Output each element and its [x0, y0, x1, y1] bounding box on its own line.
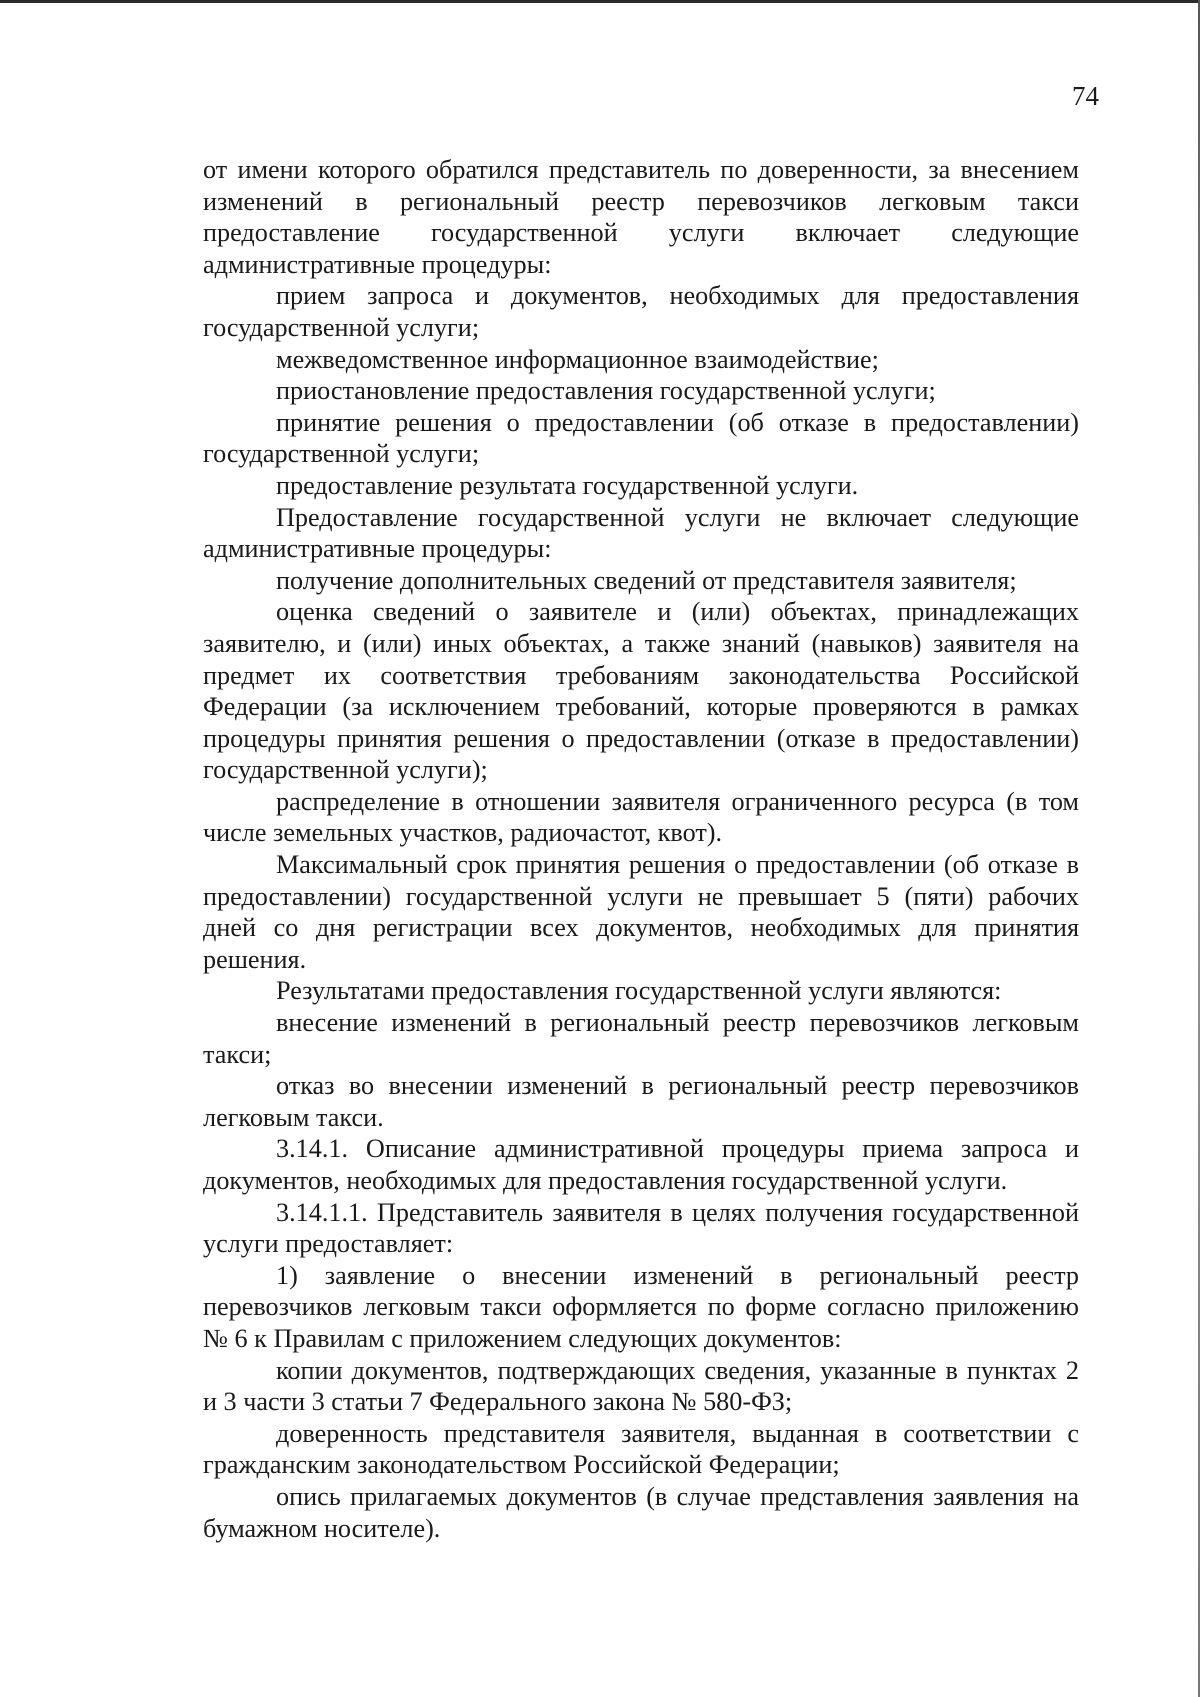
paragraph: опись прилагаемых документов (в случае представления заявления на бумажном носителе). — [203, 1481, 1079, 1543]
paragraph: доверенность представителя заявителя, выданная в соответствии с гражданским законодательством Российской Федерации; — [203, 1418, 1079, 1480]
paragraph: межведомственное информационное взаимодействие; — [276, 344, 879, 374]
paragraph: Максимальный срок принятия решения о предоставлении (об отказе в предоставлении) государственной услуги не превышает 5 (пяти) рабочих дней со дня регистрации всех документов, необходимых для принятия решения. — [203, 850, 1079, 974]
paragraph: прием запроса и документов, необходимых для предоставления государственной услуги; — [203, 281, 1079, 342]
paragraph: предоставление результата государственной услуги. — [276, 470, 859, 500]
scan-top-edge — [0, 0, 1200, 3]
paragraph: Результатами предоставления государственной услуги являются: — [276, 976, 1002, 1006]
paragraph: 1) заявление о внесении изменений в региональный реестр перевозчиков легковым такси оформляется по форме согласно приложению № 6 к Правилам с приложением следующих документов: — [203, 1260, 1079, 1353]
paragraph: оценка сведений о заявителе и (или) объектах, принадлежащих заявителю, и (или) иных объектах, а также знаний (навыков) заявителя на предмет их соответствия требованиям законодательства Российской Федерации (за исключением требований, которые проверяются в рамках процедуры принятия решения о предоставлении (отказе в предоставлении) государственной услуги); — [203, 597, 1079, 785]
document-body — [203, 154, 1079, 1544]
paragraph: от имени которого обратился представитель по доверенности, за внесением изменений в региональный реестр перевозчиков легковым такси предоставление государственной услуги включает следующие административные процедуры: — [203, 155, 1079, 279]
paragraph: отказ во внесении изменений в региональный реестр перевозчиков легковым такси. — [203, 1071, 1079, 1132]
paragraph: 3.14.1.1. Представитель заявителя в целях получения государственной услуги предоставляет: — [203, 1197, 1079, 1259]
paragraph: Предоставление государственной услуги не включает следующие административные процедуры: — [203, 502, 1079, 564]
paragraph: приостановление предоставления государственной услуги; — [276, 376, 936, 406]
page-number: 74 — [1072, 81, 1099, 111]
paragraph: копии документов, подтверждающих сведения, указанные в пунктах 2 и 3 части 3 статьи 7 Федерального закона № 580-ФЗ; — [203, 1355, 1079, 1417]
paragraph: принятие решения о предоставлении (об отказе в предоставлении) государственной услуги; — [203, 407, 1079, 469]
paragraph: распределение в отношении заявителя ограниченного ресурса (в том числе земельных участков, радиочастот, квот). — [203, 786, 1079, 848]
paragraph: внесение изменений в региональный реестр перевозчиков легковым такси; — [203, 1008, 1079, 1069]
paragraph: получение дополнительных сведений от представителя заявителя; — [276, 565, 1017, 595]
paragraph: 3.14.1. Описание административной процедуры приема запроса и документов, необходимых для предоставления государственной услуги. — [203, 1134, 1079, 1195]
